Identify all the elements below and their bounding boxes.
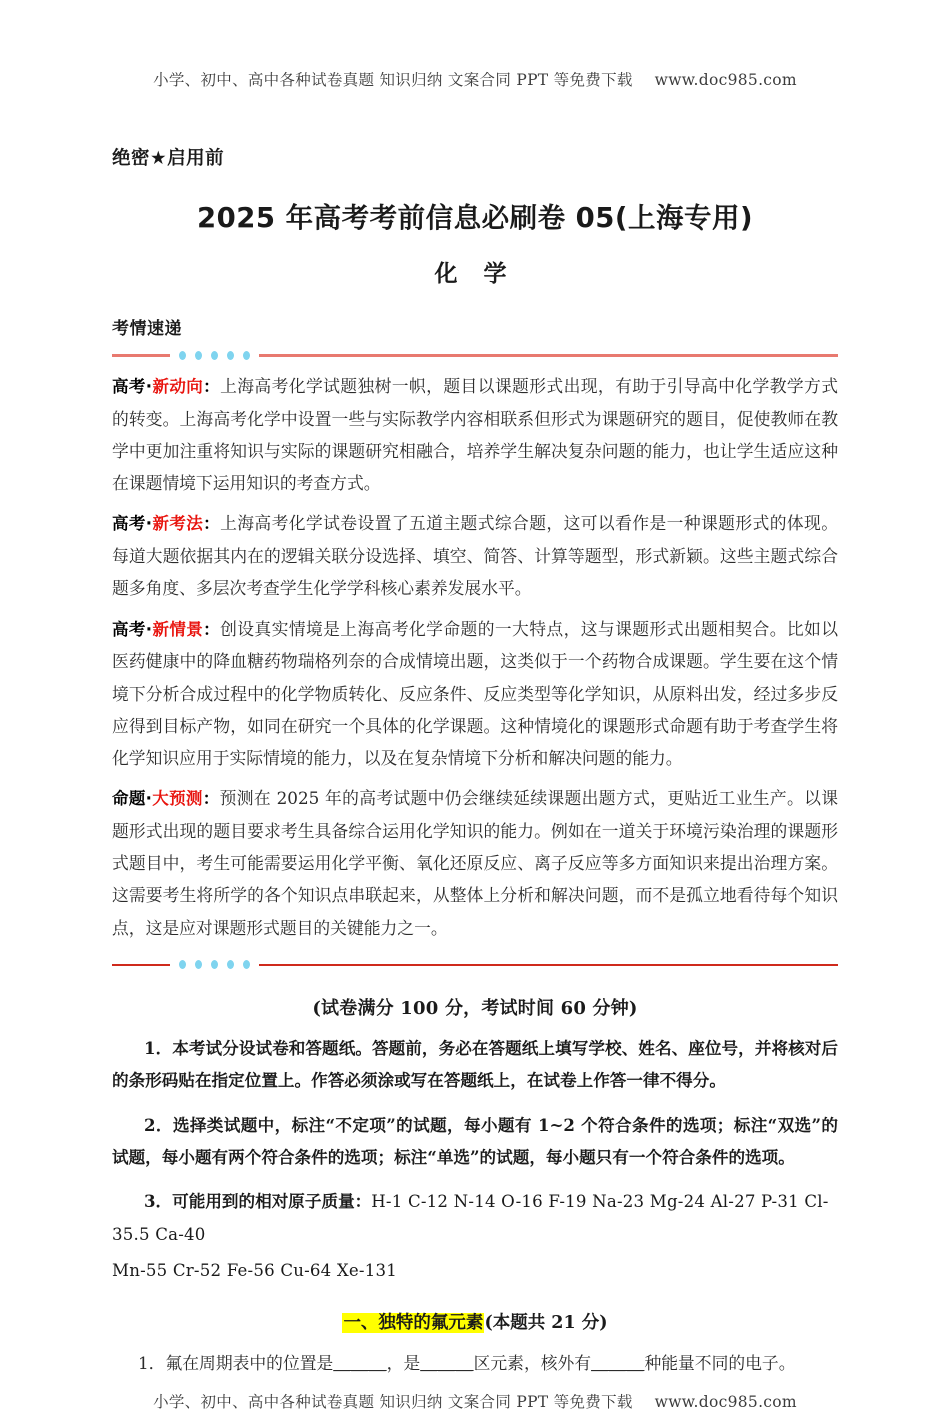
overview-heading: 考情速递 — [112, 319, 182, 339]
divider-dot — [179, 351, 186, 360]
divider-dot — [227, 960, 234, 969]
lead-accent: 大预测 — [151, 789, 203, 809]
question-item — [112, 1348, 838, 1380]
divider-dot — [211, 960, 218, 969]
atomic-mass-values-line2: Mn-55 Cr-52 Fe-56 Cu-64 Xe-131 — [112, 1261, 398, 1280]
divider-segment-right — [259, 964, 838, 966]
promo-banner-bottom — [112, 1390, 838, 1412]
answer-blank[interactable]: ＿＿＿ — [591, 1353, 645, 1374]
lead-accent: 新动向 — [152, 377, 204, 396]
subject-title: 化 学 — [434, 261, 516, 287]
overview-paragraph — [112, 370, 838, 499]
lead-prefix: 高考· — [112, 514, 153, 534]
lead-accent: 新情景 — [152, 619, 204, 639]
question-section-title-highlight: 一、独特的氟元素 — [343, 1313, 484, 1334]
overview-paragraph-lead — [112, 377, 220, 396]
answer-blank[interactable]: ＿＿＿ — [420, 1353, 474, 1374]
exam-score-time: (试卷满分 100 分，考试时间 60 分钟) — [312, 997, 638, 1019]
lead-colon: ： — [202, 789, 220, 809]
question-text: ，是 — [386, 1353, 421, 1374]
overview-paragraph — [112, 613, 838, 775]
overview-paragraph — [112, 507, 838, 604]
lead-accent: 新考法 — [152, 514, 204, 534]
divider-dot — [227, 351, 234, 360]
overview-paragraph-body: 上海高考化学试卷设置了五道主题式综合题，这可以看作是一种课题形式的体现。每道大题依据其内在的逻辑关联分设选择、填空、简答、计算等题型，形式新颖。这些主题式综合题多角度、多层次考查学生化学学科核心素养发展水平。 — [112, 513, 839, 599]
overview-paragraph-body: 上海高考化学试题独树一帜，题目以课题形式出现，有助于引导高中化学教学方式的转变。上海高考化学中设置一些与实际教学内容相联系但形式为课题研究的题目，促使教师在教学中更加注重将知识与实际的课题研究相融合，培养学生解决复杂问题的能力，也让学生适应这种在课题情境下运用知识的考查方式。 — [112, 376, 839, 494]
question-section-title-points: (本题共 21 分) — [484, 1313, 608, 1334]
lead-prefix: 高考· — [112, 619, 153, 639]
exam-rule: 2．选择类试题中，标注“不定项”的试题，每小题有 1~2 个符合条件的选项；标注“双选”的试题，每小题有两个符合条件的选项；标注“单选”的试题，每小题只有一个符合条件的选项。 — [112, 1114, 838, 1167]
promo-url: www.doc985.com — [654, 71, 797, 89]
lead-colon: ： — [203, 514, 221, 534]
overview-paragraph-body: 创设真实情境是上海高考化学命题的一大特点，这与课题形式出题相契合。比如以医药健康中的降血糖药物瑞格列奈的合成情境出题，这类似于一个药物合成课题。学生要在这个情境下分析合成过程中的化学物质转化、反应条件、反应类型等化学知识，从原料出发，经过多步反应得到目标产物，如同在研究一个具体的化学课题。这种情境化的课题形式命题有助于考查学生将化学知识应用于实际情境的能力，以及在复杂情境下分析和解决问题的能力。 — [112, 618, 839, 769]
exam-rule: 1．本考试分设试卷和答题纸。答题前，务必在答题纸上填写学校、姓名、座位号，并将核对后的条形码贴在指定位置上。作答必须涂或写在答题纸上，在试卷上作答一律不得分。 — [112, 1037, 838, 1091]
divider-dot — [195, 351, 202, 360]
overview-paragraph-lead — [112, 514, 220, 533]
atomic-mass-values-line1: H-1 C-12 N-14 O-16 F-19 Na-23 Mg-24 Al-27 P-31 Cl-35.5 Ca-40 — [112, 1192, 829, 1244]
question-number: 1． — [138, 1353, 166, 1374]
divider-dot — [179, 960, 186, 969]
overview-paragraph-lead — [112, 620, 220, 639]
question-text: 区元素，核外有 — [473, 1353, 592, 1374]
exam-rule-list — [112, 1032, 838, 1173]
divider-dots — [179, 960, 250, 969]
overview-paragraph-lead — [112, 789, 220, 808]
atomic-mass-label: 3．可能用到的相对原子质量： — [144, 1191, 372, 1212]
divider-dot — [211, 351, 218, 360]
divider-dot — [195, 960, 202, 969]
overview-paragraph — [112, 782, 838, 944]
lead-colon: ： — [203, 377, 221, 396]
decorative-divider-top — [112, 348, 838, 362]
lead-prefix: 命题· — [112, 789, 152, 809]
question-section-title — [112, 1309, 838, 1334]
question-text: 种能量不同的电子。 — [644, 1353, 796, 1374]
overview-paragraph-list — [112, 370, 838, 944]
promo-text: 小学、初中、高中各种试卷真题 知识归纳 文案合同 PPT 等免费下载 — [153, 1393, 633, 1412]
question-list — [112, 1348, 838, 1380]
page-title: 2025 年高考考前信息必刷卷 05(上海专用) — [196, 202, 754, 234]
lead-colon: ： — [203, 619, 221, 639]
lead-prefix: 高考· — [112, 377, 153, 396]
answer-blank[interactable]: ＿＿＿ — [333, 1353, 387, 1374]
decorative-divider-bottom — [112, 958, 838, 972]
divider-dot — [243, 960, 250, 969]
divider-segment-left — [112, 354, 170, 357]
divider-dot — [243, 351, 250, 360]
divider-segment-left — [112, 964, 170, 966]
atomic-mass-rule — [112, 1185, 838, 1287]
question-text: 氟在周期表中的位置是 — [165, 1353, 334, 1374]
overview-paragraph-body: 预测在 2025 年的高考试题中仍会继续延续课题出题方式，更贴近工业生产。以课题形式出现的题目要求考生具备综合运用化学知识的能力。例如在一道关于环境污染治理的课题形式题目中，考生可能需要运用化学平衡、氧化还原反应、离子反应等多方面知识来提出治理方案。这需要考生将所学的各个知识点串联起来，从整体上分析和解决问题，而不是孤立地看待每个知识点，这是应对课题形式题目的关键能力之一。 — [112, 788, 839, 938]
promo-url: www.doc985.com — [654, 1393, 797, 1412]
divider-segment-right — [259, 354, 838, 357]
secret-label: 绝密★启用前 — [112, 148, 225, 169]
divider-dots — [179, 351, 250, 360]
promo-text: 小学、初中、高中各种试卷真题 知识归纳 文案合同 PPT 等免费下载 — [153, 71, 633, 89]
promo-banner-top — [112, 0, 838, 90]
